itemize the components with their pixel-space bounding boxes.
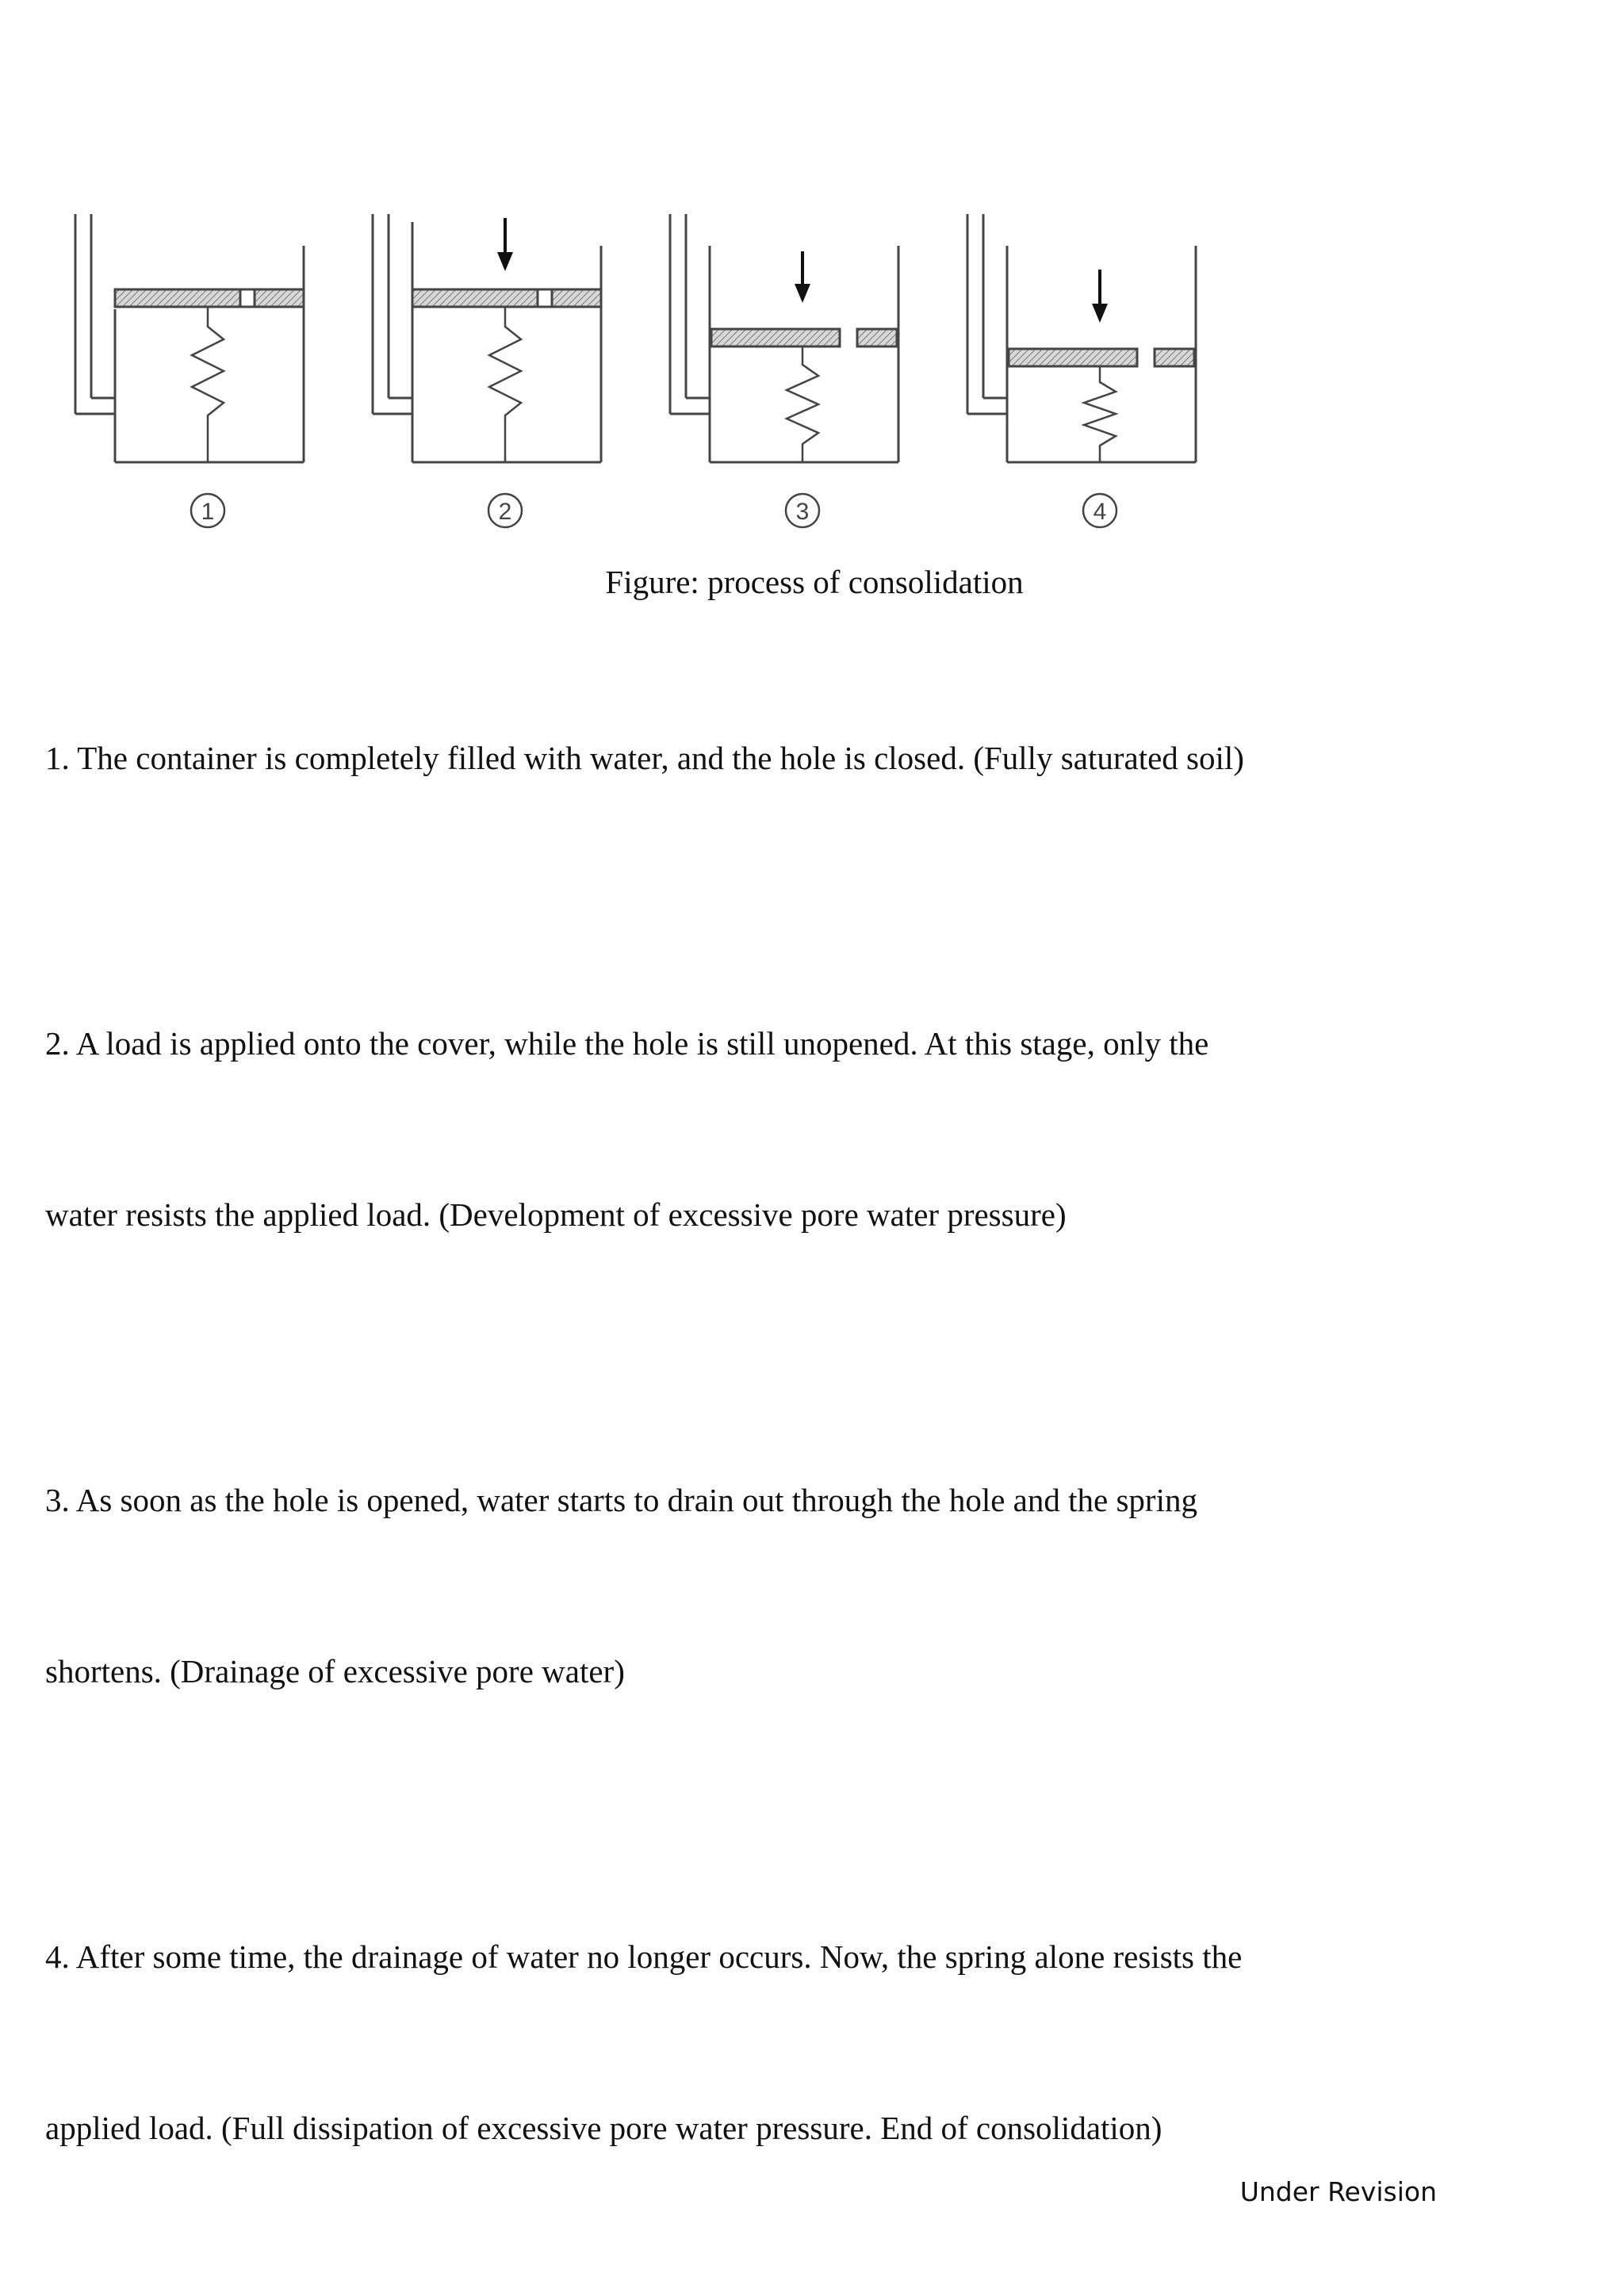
load-arrow-icon <box>795 251 810 303</box>
cover <box>1009 349 1137 366</box>
panel-label-3 <box>786 494 819 527</box>
cover <box>711 329 840 346</box>
spring <box>1084 366 1116 462</box>
step-2 <box>45 901 1362 1357</box>
revision-footer: Under Revision <box>1239 2176 1437 2207</box>
figure-caption-text: Figure: process of consolidation <box>605 564 1024 600</box>
cover-end <box>1155 349 1194 366</box>
cover <box>115 289 240 307</box>
figure-caption <box>0 558 1624 606</box>
panel-label-2 <box>488 494 522 527</box>
hole-closed <box>240 289 255 307</box>
step-3-line-1: 3. As soon as the hole is opened, water starts to drain out through the hole and the spring <box>45 1482 1197 1518</box>
svg-text:4: 4 <box>1093 499 1107 525</box>
svg-text:3: 3 <box>795 499 810 525</box>
hole-closed <box>538 289 552 307</box>
step-3 <box>45 1357 1362 1814</box>
step-1 <box>45 615 1362 901</box>
load-arrow-icon <box>497 218 513 271</box>
step-2-line-2: water resists the applied load. (Development of excessive pore water pressure) <box>45 1196 1067 1233</box>
load-arrow-icon <box>1092 270 1108 323</box>
step-2-line-1: 2. A load is applied onto the cover, while the hole is still unopened. At this stage, only the <box>45 1025 1209 1062</box>
consolidation-figure <box>56 198 1221 547</box>
panel-2 <box>373 214 601 462</box>
spring <box>489 307 521 462</box>
panel-label-1 <box>191 494 224 527</box>
spring <box>192 307 224 462</box>
panel-1 <box>75 214 304 462</box>
step-4-line-2: applied load. (Full dissipation of excessive pore water pressure. End of consolidation) <box>45 2110 1162 2146</box>
svg-text:2: 2 <box>498 499 512 525</box>
panel-3 <box>670 214 898 462</box>
panel-4 <box>967 214 1196 462</box>
step-1-line-1: 1. The container is completely filled with water, and the hole is closed. (Fully saturated soil) <box>45 740 1244 776</box>
cover-end <box>857 329 897 346</box>
step-4-line-1: 4. After some time, the drainage of water no longer occurs. Now, the spring alone resists the <box>45 1938 1243 1975</box>
panel-label-4 <box>1083 494 1116 527</box>
step-4 <box>45 1814 1362 2271</box>
spring <box>787 346 818 462</box>
step-3-line-2: shortens. (Drainage of excessive pore water) <box>45 1653 625 1689</box>
cover <box>412 289 538 307</box>
step-list <box>45 615 1362 2271</box>
svg-text:1: 1 <box>201 499 215 525</box>
